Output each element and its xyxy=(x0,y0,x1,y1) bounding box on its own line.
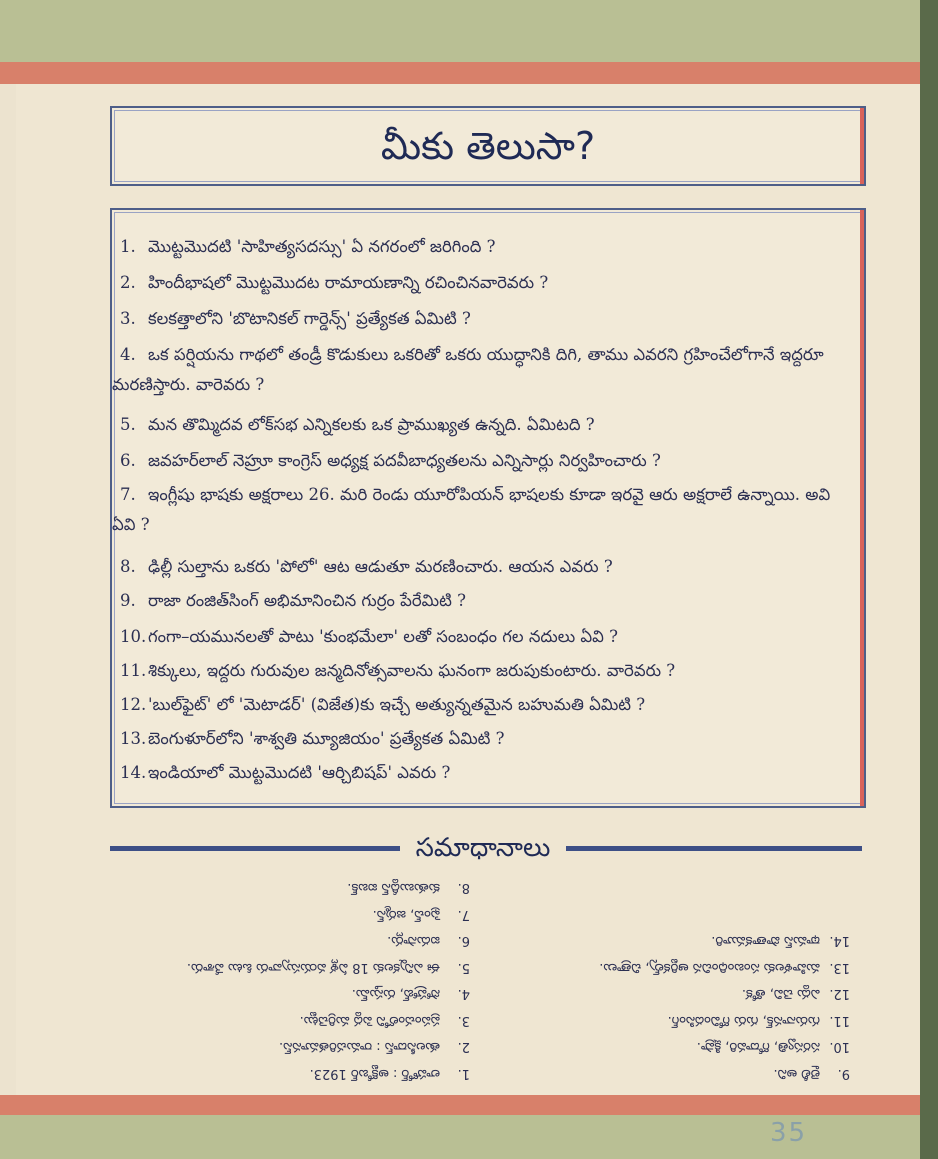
question-text: మన తొమ్మిదవ లోక్‌సభ ఎన్నికలకు ఒక ప్రాముఖ్యత ఉన్నది. ఏమిటది ? xyxy=(148,415,595,434)
answer-item xyxy=(110,1007,470,1034)
question-item xyxy=(112,622,842,652)
answer-text: లైలీ అని. xyxy=(773,1066,820,1081)
answer-item xyxy=(490,1033,850,1060)
answer-item xyxy=(490,1007,850,1034)
question-text: శిక్కులు, ఇద్దరు గురువుల జన్మదినోత్సవాలను ఘనంగా జరుపుకుంటారు. వారెవరు ? xyxy=(148,661,676,680)
answer-number: 8. xyxy=(457,880,470,896)
question-number: 12. xyxy=(120,695,147,714)
question-text: ఒక పర్షియను గాథలో తండ్రీ కొడుకులు ఒకరితో ఒకరు యుద్ధానికి దిగి, తాము ఎవరని గ్రహించేలోగానే ఇద్దరూ మరణిస్తారు. వారెవరు ? xyxy=(112,345,824,394)
title-box xyxy=(110,106,866,186)
page-number: 35 xyxy=(770,1118,808,1148)
answer-item xyxy=(490,954,850,981)
answer-text: ఫ్రెంచ్, జర్మన్. xyxy=(372,907,440,922)
questions-box xyxy=(110,208,866,808)
answer-text: గురునానక్, గురు గోవిందసింగ్. xyxy=(667,1013,820,1028)
top-green-band xyxy=(0,0,938,62)
answers-column-left xyxy=(490,927,850,1086)
question-number: 1. xyxy=(120,237,136,256)
question-item xyxy=(112,690,842,720)
answer-text: లాహోర్ : అక్టోబర్ 1923. xyxy=(309,1066,440,1081)
answer-text: కుతుబుద్దీన్ ఐబక్. xyxy=(347,880,440,896)
question-item xyxy=(112,340,842,400)
question-number: 13. xyxy=(120,729,147,748)
question-text: ఇంగ్లీషు భాషకు అక్షరాలు 26. మరి రెండు యూరోపియన్ భాషలకు కూడా ఇరవై ఆరు అక్షరాలే ఉన్నాయి. అవి ఏవి ? xyxy=(112,485,831,534)
question-number: 7. xyxy=(120,485,136,504)
bottom-red-band xyxy=(0,1095,938,1115)
top-red-band xyxy=(0,62,938,84)
question-item xyxy=(112,552,842,582)
question-text: హిందీభాషలో మొట్టమొదట రామాయణాన్ని రచించినవారెవరు ? xyxy=(148,273,549,292)
question-text: ఇండియాలో మొట్టమొదటి 'ఆర్చిబిషప్' ఎవరు ? xyxy=(148,763,451,782)
answer-number: 14. xyxy=(829,933,850,949)
answer-item xyxy=(110,1060,470,1087)
answer-text: ఈ ఎన్నికలకు 18 ఏళ్ల వయస్సువారు ఓటు వేశారు. xyxy=(186,960,440,975)
question-item xyxy=(112,446,842,476)
answer-text: ఎద్దు చెవి, తోక. xyxy=(741,986,820,1002)
answer-item xyxy=(110,927,470,954)
answer-number: 11. xyxy=(829,1013,850,1028)
answer-item xyxy=(110,1033,470,1060)
answer-text: సోహ్రాబ్, రుస్తుమ్. xyxy=(351,986,440,1002)
answer-number: 6. xyxy=(457,933,470,949)
answers-column-right xyxy=(110,874,470,1086)
question-text: బెంగుళూర్‌లోని 'శాశ్వతి మ్యూజియం' ప్రత్యేకత ఏమిటి ? xyxy=(148,729,505,748)
answers-upside-down xyxy=(110,876,850,1086)
question-text: గంగా–యమునలతో పాటు 'కుంభమేలా' లతో సంబంధం గల నదులు ఏవి ? xyxy=(148,627,618,646)
answer-text: ఐదుసార్లు. xyxy=(387,933,440,949)
question-item xyxy=(112,758,842,788)
answer-text: థామస్ పొతాకమూరి. xyxy=(711,933,820,949)
answer-number: 2. xyxy=(457,1039,470,1055)
question-item xyxy=(112,304,842,334)
question-item xyxy=(112,480,842,540)
answer-item xyxy=(110,874,470,901)
question-item xyxy=(112,268,842,298)
question-number: 6. xyxy=(120,451,136,470)
answer-item xyxy=(110,954,470,981)
answer-item xyxy=(490,980,850,1007)
answer-number: 13. xyxy=(829,960,850,975)
question-item xyxy=(112,410,842,440)
question-item xyxy=(112,656,842,686)
question-number: 3. xyxy=(120,309,136,328)
question-number: 4. xyxy=(120,345,136,364)
answer-number: 12. xyxy=(829,986,850,1002)
answer-item xyxy=(110,901,470,928)
question-text: కలకత్తాలోని 'బొటానికల్ గార్డెన్స్' ప్రత్యేకత ఏమిటి ? xyxy=(148,309,471,328)
question-text: 'బుల్‌ఫైట్' లో 'మెటాడర్' (విజేత)కు ఇచ్చే అత్యున్నతమైన బహుమతి ఏమిటి ? xyxy=(148,695,646,714)
question-item xyxy=(112,724,842,754)
answer-text: మహిళలకు సంబంధించిన ఆర్టికల్స్, చిత్రాలు. xyxy=(599,960,820,975)
question-number: 8. xyxy=(120,557,136,576)
question-item xyxy=(112,586,842,616)
answers-heading: సమాధానాలు xyxy=(415,833,551,863)
question-text: మొట్టమొదటి 'సాహిత్యసదస్సు' ఏ నగరంలో జరిగింది ? xyxy=(148,237,496,256)
question-text: ఢిల్లీ సుల్తాను ఒకరు 'పోలో' ఆట ఆడుతూ మరణించారు. ఆయన ఎవరు ? xyxy=(148,557,613,576)
answer-text: ప్రపంచంలోని పెద్ద మర్రిచెట్టు. xyxy=(299,1013,440,1028)
question-text: రాజా రంజిత్‌సింగ్ అభిమానించిన గుర్రం పేరేమిటి ? xyxy=(148,591,466,610)
answer-number: 3. xyxy=(457,1013,470,1028)
answer-item xyxy=(110,980,470,1007)
answer-item xyxy=(490,927,850,954)
question-number: 10. xyxy=(120,627,147,646)
question-number: 11. xyxy=(120,661,147,680)
answer-number: 7. xyxy=(457,907,470,922)
question-item xyxy=(112,232,842,262)
answers-heading-row xyxy=(110,828,862,868)
answer-number: 5. xyxy=(457,960,470,975)
answer-item xyxy=(490,1060,850,1087)
question-number: 2. xyxy=(120,273,136,292)
answer-number: 4. xyxy=(457,986,470,1002)
question-number: 14. xyxy=(120,763,147,782)
answer-number: 1. xyxy=(457,1066,470,1081)
heading-rule-left xyxy=(110,846,400,851)
answer-text: సరస్వతి, గోదావరి, క్షిప్రా. xyxy=(696,1039,820,1055)
answer-number: 10. xyxy=(829,1039,850,1055)
question-number: 5. xyxy=(120,415,136,434)
question-number: 9. xyxy=(120,591,136,610)
page-edge xyxy=(920,0,938,1159)
answer-text: తులసీదాస్ : రామచరితమానస్. xyxy=(279,1039,440,1055)
answer-number: 9. xyxy=(837,1066,850,1081)
page-title: మీకు తెలుసా? xyxy=(380,124,596,168)
heading-rule-right xyxy=(566,846,862,851)
question-text: జవహర్‌లాల్ నెహ్రూ కాంగ్రెస్ అధ్యక్ష పదవీబాధ్యతలను ఎన్నిసార్లు నిర్వహించారు ? xyxy=(148,451,661,470)
